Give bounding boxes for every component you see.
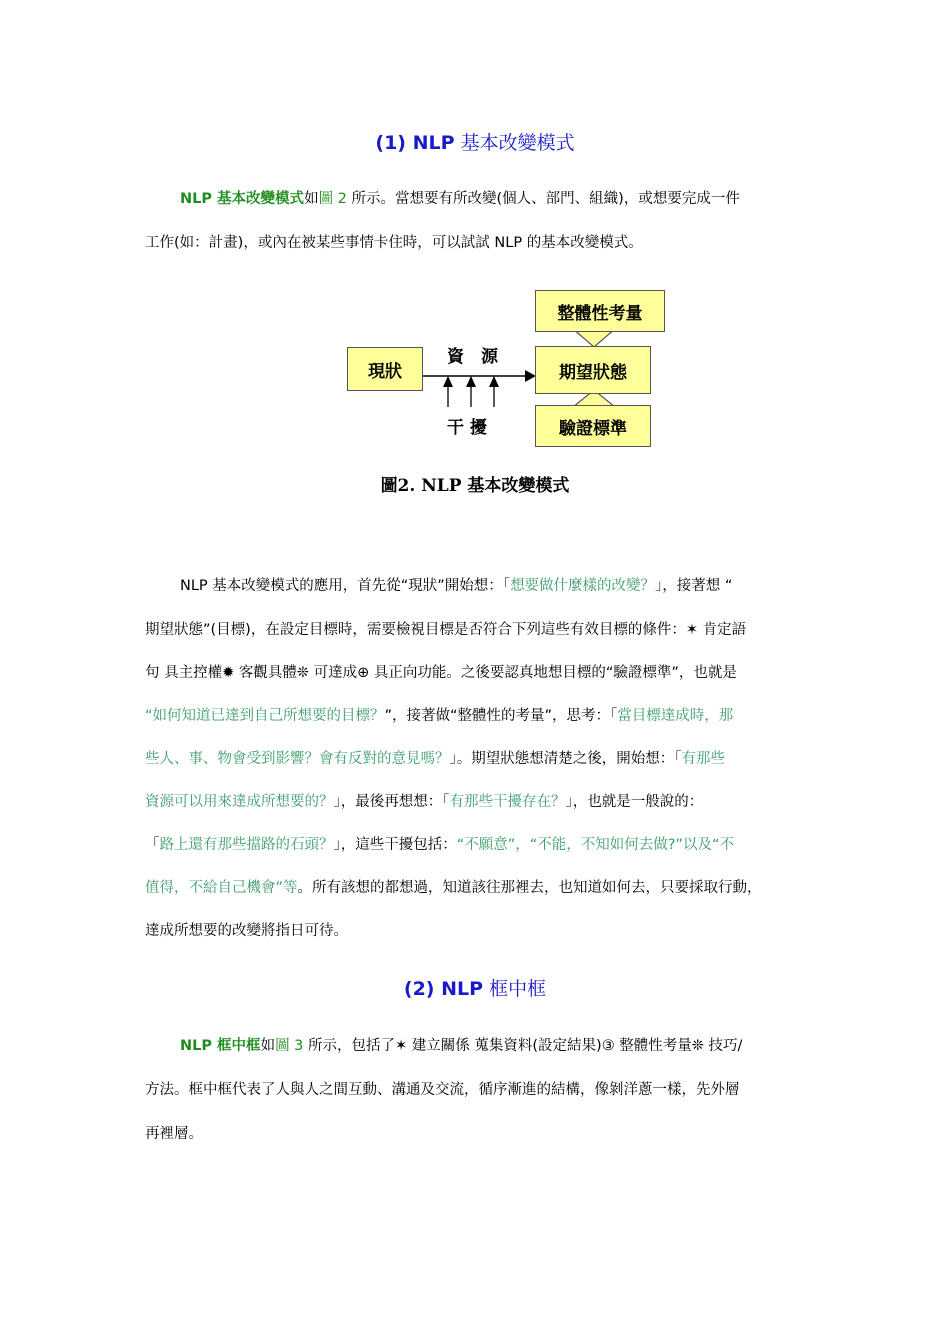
section1-body-line7: 「路上還有那些擋路的石頭？」，這些干擾包括：“不願意”，“不能，不知如何去做?”以及“不 — [145, 837, 735, 853]
figure3-ref: 圖 3 — [275, 1038, 304, 1054]
section1-body-line2: 期望狀態”(目標)，在設定目標時，需要檢視目標是否符合下列這些有效目標的條件：✶ 肯定語 — [145, 622, 747, 638]
section1-body-line5: 些人、事、物會受到影響？會有反對的意見嗎？」。期望狀態想清楚之後，開始想：「有那些 — [145, 751, 725, 767]
section1-body-line4: “如何知道已達到自己所想要的目標？”，接著做“整體性的考量”，思考：「當目標達成時，那 — [145, 708, 734, 724]
resources-label: 資 源 — [447, 347, 498, 367]
section1-body-line3: 句 具主控權✹ 客觀具體❊ 可達成⊕ 具正向功能。之後要認真地想目標的“驗證標準”，也就是 — [145, 665, 737, 681]
verification-box: 驗證標準 — [535, 405, 651, 447]
section2-body-line3: 再裡層。 — [145, 1126, 203, 1142]
integrity-box: 整體性考量 — [535, 290, 665, 332]
section1-body-line9: 達成所想要的改變將指日可待。 — [145, 923, 348, 939]
section1-body-line8: 值得，不給自己機會”等。所有該想的都想過，知道該往那裡去，也知道如何去，只要採取行動， — [145, 880, 762, 896]
section2-heading — [0, 974, 950, 1001]
section1-body-line1: NLP 基本改變模式的應用，首先從“現狀”開始想：「想要做什麼樣的改變？」，接著想 “ — [180, 578, 733, 594]
section1-intro-line2: 工作(如：計畫)，或內在被某些事情卡住時，可以試試 NLP 的基本改變模式。 — [145, 235, 643, 251]
section1-intro-line1: NLP 基本改變模式如圖 2 所示。當想要有所改變(個人、部門、組織)，或想要完成一件 — [180, 191, 740, 207]
frame-term: NLP 框中框 — [180, 1038, 261, 1054]
figure2-caption: 圖2. NLP 基本改變模式 — [380, 476, 570, 496]
figure-ref: 圖 2 — [318, 191, 347, 207]
section1-heading-num: (1) NLP — [375, 132, 455, 154]
section1-body-line6: 資源可以用來達成所想要的？」，最後再想想：「有那些干擾存在？」，也就是一般說的： — [145, 794, 704, 810]
section2-body-line1: NLP 框中框如圖 3 所示，包括了✶ 建立關係 蒐集資料(設定結果)③ 整體性考量❊ 技巧/ — [180, 1038, 743, 1054]
section2-heading-text: 框中框 — [483, 978, 547, 1000]
section1-heading-text: 基本改變模式 — [454, 132, 575, 154]
desired-state-box: 期望狀態 — [535, 346, 651, 394]
change-model-diagram — [340, 283, 670, 458]
section1-heading — [0, 128, 950, 155]
section2-heading-num: (2) NLP — [403, 978, 484, 1000]
interference-label: 干 擾 — [447, 418, 487, 438]
section2-body-line2: 方法。框中框代表了人與人之間互動、溝通及交流，循序漸進的結構，像剝洋蔥一樣，先外層 — [145, 1082, 740, 1098]
current-state-box: 現狀 — [347, 347, 423, 391]
nlp-term: NLP 基本改變模式 — [180, 191, 305, 207]
